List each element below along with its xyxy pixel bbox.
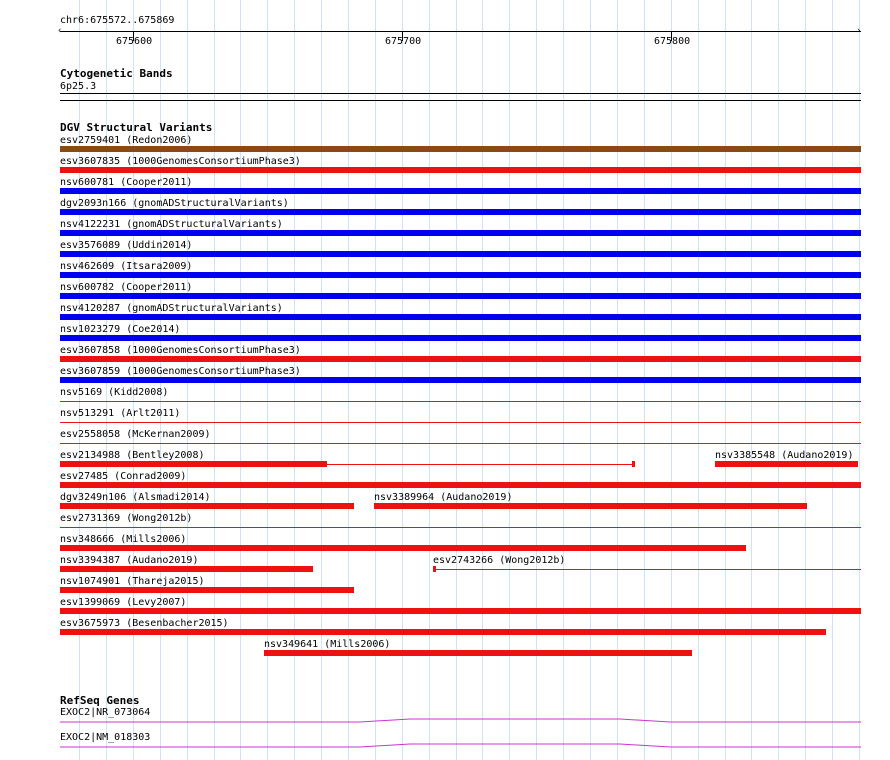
dgv-feature-label[interactable]: nsv4122231 (gnomADStructuralVariants) [60,219,283,230]
dgv-feature-label[interactable]: nsv600782 (Cooper2011) [60,282,193,293]
dgv-feature-bar[interactable] [60,230,861,236]
dgv-feature-bar[interactable] [632,461,635,467]
dgv-feature-bar[interactable] [60,335,861,341]
refseq-track-title: RefSeq Genes [60,694,140,707]
dgv-feature-label[interactable]: nsv5169 (Kidd2008) [60,387,169,398]
dgv-feature-label[interactable]: dgv3249n106 (Alsmadi2014) [60,492,211,503]
ruler-label: 675800 [654,36,691,47]
dgv-feature-bar[interactable] [715,461,858,467]
dgv-track-title: DGV Structural Variants [60,121,213,134]
cytoband-track-title: Cytogenetic Bands [60,67,173,80]
ruler-line [60,31,861,32]
dgv-feature-label[interactable]: esv3675973 (Besenbacher2015) [60,618,229,629]
dgv-feature-line[interactable] [60,401,861,402]
track-separator [60,100,861,101]
dgv-feature-bar[interactable] [60,314,861,320]
dgv-feature-label[interactable]: esv1399069 (Levy2007) [60,597,187,608]
dgv-feature-bar[interactable] [60,482,861,488]
dgv-feature-label[interactable]: esv2759401 (Redon2006) [60,135,193,146]
refseq-gene-line[interactable] [60,741,861,751]
dgv-feature-label[interactable]: nsv3385548 (Audano2019) [715,450,854,461]
dgv-feature-bar[interactable] [60,293,861,299]
dgv-feature-bar[interactable] [60,503,354,509]
dgv-feature-label[interactable]: nsv462609 (Itsara2009) [60,261,193,272]
dgv-feature-intron-line [327,464,633,465]
dgv-feature-bar[interactable] [60,209,861,215]
ruler-label: 675700 [385,36,422,47]
dgv-feature-bar[interactable] [60,587,354,593]
dgv-feature-line[interactable] [60,527,861,528]
dgv-feature-bar[interactable] [374,503,807,509]
dgv-feature-label[interactable]: nsv3394387 (Audano2019) [60,555,199,566]
dgv-feature-bar[interactable] [60,461,327,467]
dgv-feature-label[interactable]: esv2558058 (McKernan2009) [60,429,211,440]
refseq-gene-label[interactable]: EXOC2|NR_073064 [60,707,151,718]
dgv-feature-label[interactable]: nsv600781 (Cooper2011) [60,177,193,188]
dgv-feature-label[interactable]: nsv4120287 (gnomADStructuralVariants) [60,303,283,314]
dgv-feature-label[interactable]: nsv349641 (Mills2006) [264,639,391,650]
dgv-feature-label[interactable]: esv3607858 (1000GenomesConsortiumPhase3) [60,345,301,356]
ruler-label: 675600 [116,36,153,47]
ruler-right-arrow-icon: › [856,26,862,36]
dgv-feature-label[interactable]: nsv348666 (Mills2006) [60,534,187,545]
dgv-feature-label[interactable]: esv27485 (Conrad2009) [60,471,187,482]
position-label: chr6:675572..675869 [60,15,175,26]
dgv-feature-label[interactable]: esv3607859 (1000GenomesConsortiumPhase3) [60,366,301,377]
dgv-feature-label[interactable]: esv2743266 (Wong2012b) [433,555,566,566]
dgv-feature-bar[interactable] [60,356,861,362]
dgv-feature-label[interactable]: esv3576089 (Uddin2014) [60,240,193,251]
dgv-feature-label[interactable]: nsv3389964 (Audano2019) [374,492,513,503]
cytoband-bar[interactable] [60,93,861,94]
dgv-feature-label[interactable]: esv2731369 (Wong2012b) [60,513,193,524]
dgv-feature-bar[interactable] [60,188,861,194]
refseq-gene-line[interactable] [60,716,861,726]
cytoband-label[interactable]: 6p25.3 [60,81,97,92]
dgv-feature-intron-line [436,569,861,570]
dgv-feature-label[interactable]: nsv1023279 (Coe2014) [60,324,181,335]
dgv-feature-label[interactable]: dgv2093n166 (gnomADStructuralVariants) [60,198,289,209]
dgv-feature-line[interactable] [60,443,861,444]
dgv-feature-bar[interactable] [60,566,313,572]
dgv-feature-bar[interactable] [60,608,861,614]
dgv-feature-bar[interactable] [60,377,861,383]
dgv-feature-label[interactable]: nsv1074901 (Thareja2015) [60,576,205,587]
dgv-feature-line[interactable] [60,422,861,423]
dgv-feature-bar[interactable] [60,167,861,173]
refseq-gene-label[interactable]: EXOC2|NM_018303 [60,732,151,743]
dgv-feature-bar[interactable] [264,650,692,656]
dgv-feature-bar[interactable] [60,272,861,278]
dgv-feature-label[interactable]: esv3607835 (1000GenomesConsortiumPhase3) [60,156,301,167]
dgv-feature-bar[interactable] [60,251,861,257]
dgv-feature-label[interactable]: esv2134988 (Bentley2008) [60,450,205,461]
dgv-feature-bar[interactable] [60,629,826,635]
dgv-feature-label[interactable]: nsv513291 (Arlt2011) [60,408,181,419]
dgv-feature-bar[interactable] [60,146,861,152]
ruler-left-arrow-icon: ‹ [57,26,63,36]
dgv-feature-bar[interactable] [60,545,746,551]
